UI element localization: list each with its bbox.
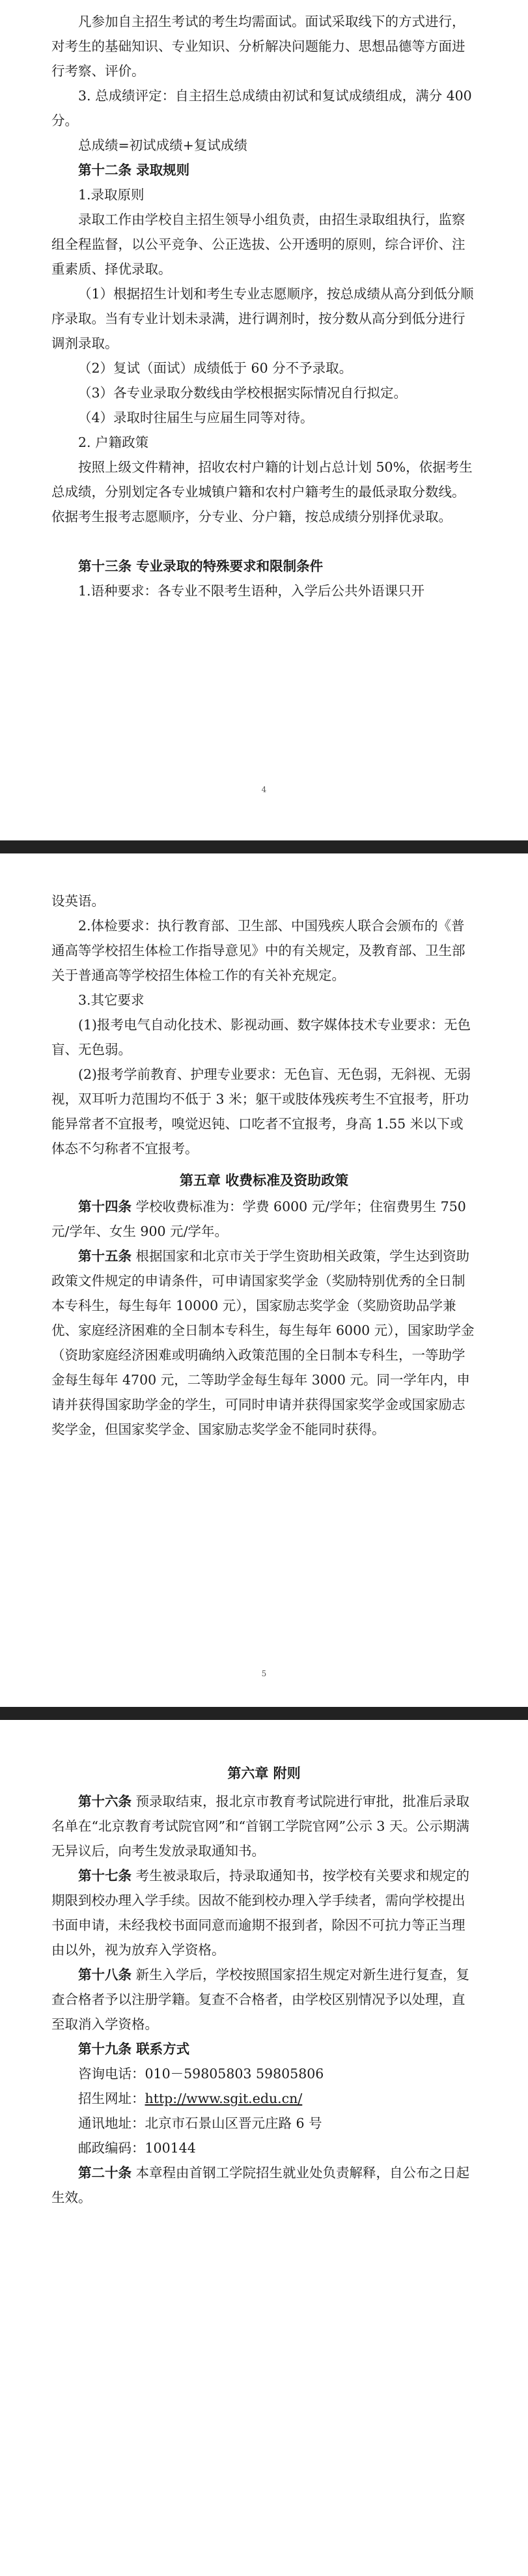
rule-3: （3）各专业录取分数线由学校根据实际情况自行拟定。 — [78, 385, 408, 401]
article-16-label: 第十六条 — [78, 1794, 132, 1809]
article-15 — [51, 1244, 477, 1442]
article-15-label: 第十五条 — [78, 1248, 132, 1264]
requirement-2: (2)报考学前教育、护理专业要求：无色盲、无色弱，无斜视、无弱视，双耳听力范围均不低于 3 米；躯干或肢体残疾考生不宜报考，肝功能异常者不宜报考，嗅觉迟钝、口吃者不宜报考，身高 1.55 米以下或体态不匀称者不宜报考。 — [51, 1066, 471, 1156]
contact-phone-value: 010－59805803 59805806 — [145, 2066, 324, 2082]
language-requirement: 1.语种要求：各专业不限考生语种，入学后公共外语课只开 — [78, 583, 425, 599]
article-14 — [51, 1194, 477, 1244]
requirement-1: (1)报考电气自动化技术、影视动画、数字媒体技术专业要求：无色盲、无色弱。 — [51, 1017, 471, 1057]
chapter-6-title: 第六章 附则 — [227, 1765, 301, 1781]
contact-postcode-value: 100144 — [145, 2140, 196, 2156]
contact-website — [78, 2086, 302, 2111]
article-20 — [51, 2160, 477, 2210]
article-17-text: 考生被录取后，持录取通知书，按学校有关要求和规定的期限到校办理入学手续。因故不能到校办理入学手续者，需向学校提出书面申请，未经我校书面同意而逾期不报到者，除因不可抗力等正当理由以外，视为放弃入学资格。 — [51, 1868, 470, 1958]
health-check-requirement: 2.体检要求：执行教育部、卫生部、中国残疾人联合会颁布的《普通高等学校招生体检工作指导意见》中的有关规定，及教育部、卫生部关于普通高等学校招生体检工作的有关补充规定。 — [51, 918, 465, 983]
interview-paragraph: 凡参加自主招生考试的考生均需面试。面试采取线下的方式进行，对考生的基础知识、专业知识、分析解决问题能力、思想品德等方面进行考察、评价。 — [51, 14, 465, 79]
article-14-text: 学校收费标准为：学费 6000 元/学年；住宿费男生 750 元/学年、女生 900 元/学年。 — [51, 1199, 466, 1239]
household-policy-text: 按照上级文件精神，招收农村户籍的计划占总计划 50%，依据考生总成绩，分别划定各专业城镇户籍和农村户籍考生的最低录取分数线。依据考生报考志愿顺序，分专业、分户籍，按总成绩分别择优录取。 — [51, 459, 473, 524]
total-score-formula: 总成绩=初试成绩+复试成绩 — [78, 137, 247, 153]
article-16-text: 预录取结束，报北京市教育考试院进行审批，批准后录取名单在“北京教育考试院官网”和“首钢工学院官网”公示 3 天。公示期满无异议后，向考生发放录取通知书。 — [51, 1794, 470, 1859]
language-requirement-continued: 设英语。 — [51, 893, 105, 909]
page-number: 4 — [261, 785, 267, 794]
rule-1: （1）根据招生计划和考生专业志愿顺序，按总成绩从高分到低分顺序录取。当有专业计划未录满，进行调剂时，按分数从高分到低分进行调剂录取。 — [51, 286, 474, 351]
article-18 — [51, 1962, 477, 2037]
chapter-5-title: 第五章 收费标准及资助政策 — [179, 1172, 349, 1188]
score-rule-paragraph: 3. 总成绩评定：自主招生总成绩由初试和复试成绩组成，满分 400 分。 — [51, 88, 472, 128]
article-16 — [51, 1789, 477, 1863]
contact-phone — [78, 2061, 324, 2086]
article-14-label: 第十四条 — [78, 1199, 132, 1214]
page-2 — [0, 853, 528, 1707]
article-19-title: 第十九条 联系方式 — [78, 2041, 190, 2057]
rule-4: （4）录取时往届生与应届生同等对待。 — [78, 410, 314, 425]
household-policy-heading: 2. 户籍政策 — [78, 435, 149, 450]
article-18-label: 第十八条 — [78, 1967, 132, 1982]
other-requirements-heading: 3.其它要求 — [78, 992, 145, 1008]
contact-postcode-label: 邮政编码： — [78, 2140, 145, 2156]
page-separator — [0, 1707, 528, 1720]
article-17-label: 第十七条 — [78, 1868, 132, 1883]
contact-address-label: 通讯地址： — [78, 2115, 145, 2131]
rule-2: （2）复试（面试）成绩低于 60 分不予录取。 — [78, 360, 353, 376]
contact-address — [78, 2111, 322, 2136]
page-3 — [0, 1720, 528, 2576]
page-separator — [0, 840, 528, 853]
article-20-label: 第二十条 — [78, 2165, 132, 2181]
contact-website-label: 招生网址： — [78, 2091, 145, 2106]
admission-principle-text: 录取工作由学校自主招生领导小组负责，由招生录取组执行，监察组全程监督，以公平竞争、公正选拔、公开透明的原则，综合评价、注重素质、择优录取。 — [51, 212, 465, 277]
article-12-title: 第十二条 录取规则 — [78, 162, 190, 178]
contact-postcode — [78, 2136, 196, 2160]
page-number: 5 — [261, 1669, 267, 1678]
article-15-text: 根据国家和北京市关于学生资助相关政策，学生达到资助政策文件规定的申请条件，可申请国家奖学金（奖励特别优秀的全日制本专科生，每生每年 10000 元），国家励志奖学金（奖励资助品学兼优、家庭经济困难的全日制本专科生，每生每年 6000 元），国家助学金（资助家庭经济困难或明确纳入政策范围的全日制本专科生，一等助学金每生每年 4700 元，二等助学金每生每年 3000 元。同一学年内，申请并获得国家助学金的学生，可同时申请并获得国家奖学金或国家励志奖学金，但国家奖学金、国家励志奖学金不能同时获得。 — [51, 1248, 475, 1437]
article-18-text: 新生入学后，学校按照国家招生规定对新生进行复查，复查合格者予以注册学籍。复查不合格者，由学校区别情况予以处理，直至取消入学资格。 — [51, 1967, 470, 2032]
page-1 — [0, 0, 528, 840]
admission-principle-heading: 1.录取原则 — [78, 187, 145, 203]
article-13-title: 第十三条 专业录取的特殊要求和限制条件 — [78, 558, 324, 574]
contact-phone-label: 咨询电话： — [78, 2066, 145, 2082]
article-20-text: 本章程由首钢工学院招生就业处负责解释，自公布之日起生效。 — [51, 2165, 470, 2205]
contact-address-value: 北京市石景山区晋元庄路 6 号 — [145, 2115, 322, 2131]
website-link[interactable]: http://www.sgit.edu.cn/ — [145, 2091, 303, 2106]
article-17 — [51, 1863, 477, 1962]
